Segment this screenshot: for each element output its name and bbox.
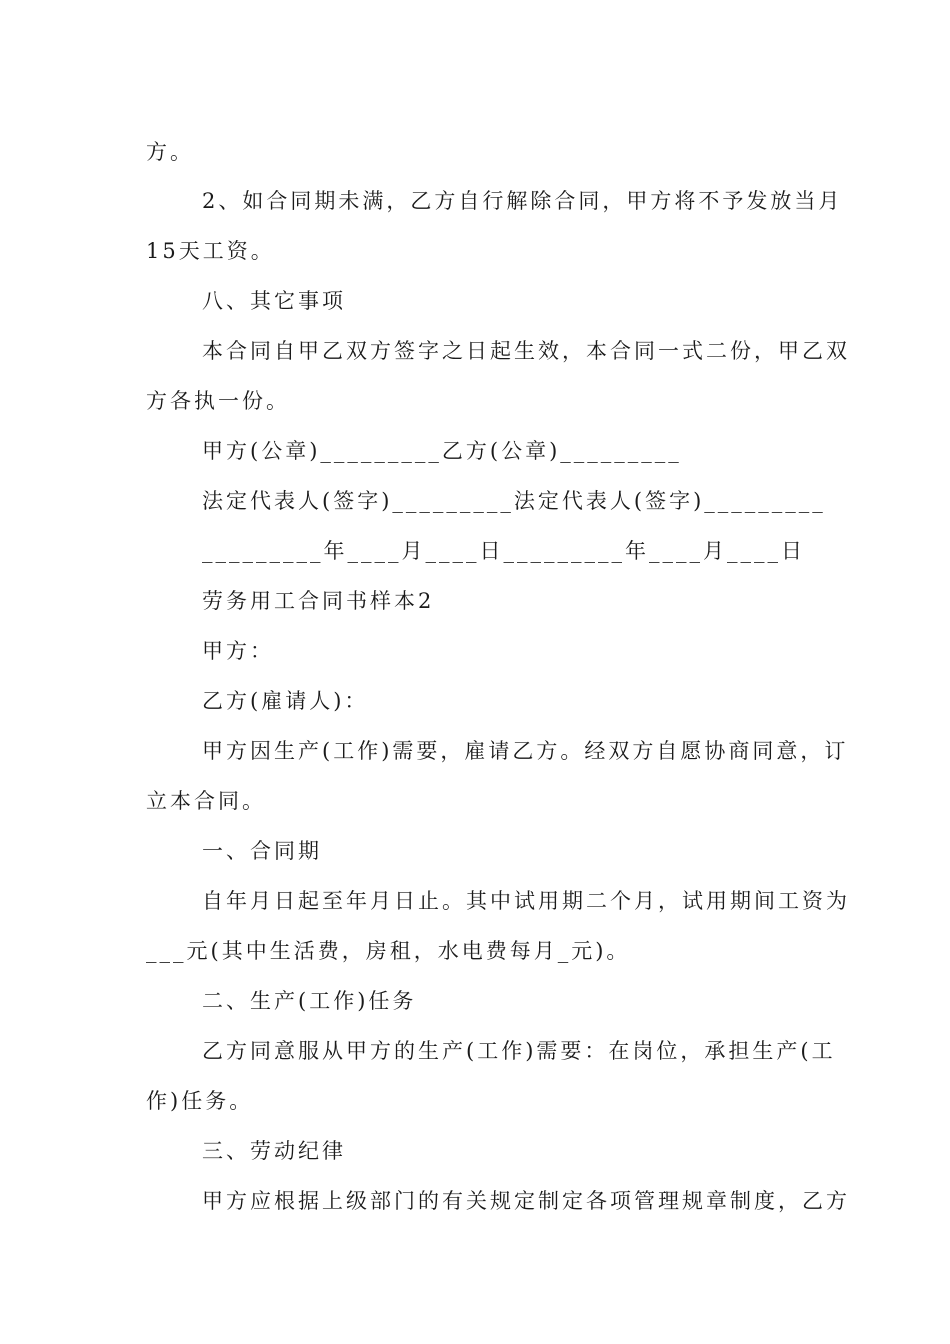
party-a-label: 甲方： (202, 639, 274, 663)
text-line: 作)任务。 (146, 1089, 254, 1113)
section-heading: 一、合同期 (202, 839, 322, 863)
section-heading: 三、劳动纪律 (202, 1139, 346, 1163)
text-line: ___元(其中生活费，房租，水电费每月_元)。 (146, 939, 631, 963)
signature-line-date: _________年____月____日_________年____月____日 (202, 539, 805, 563)
section-heading: 二、生产(工作)任务 (202, 989, 417, 1013)
text-line: 方。 (146, 140, 194, 164)
clause-paragraph: 甲方因生产(工作)需要，雇请乙方。经双方自愿协商同意，订 (202, 739, 849, 763)
text-line: 方各执一份。 (146, 389, 290, 413)
clause-paragraph: 2、如合同期未满，乙方自行解除合同，甲方将不予发放当月 (202, 189, 843, 213)
clause-paragraph: 自年月日起至年月日止。其中试用期二个月，试用期间工资为 (202, 889, 850, 913)
section-heading: 八、其它事项 (202, 289, 346, 313)
clause-paragraph: 乙方同意服从甲方的生产(工作)需要：在岗位，承担生产(工 (202, 1039, 836, 1063)
text-line: 15天工资。 (146, 239, 275, 263)
document-title: 劳务用工合同书样本2 (202, 589, 435, 613)
party-b-label: 乙方(雇请人)： (202, 689, 369, 713)
clause-paragraph: 本合同自甲乙双方签字之日起生效，本合同一式二份，甲乙双 (202, 339, 850, 363)
text-line: 立本合同。 (146, 789, 266, 813)
signature-line-representative: 法定代表人(签字)_________法定代表人(签字)_________ (202, 489, 826, 513)
signature-line-seal: 甲方(公章)_________乙方(公章)_________ (202, 439, 682, 463)
clause-paragraph: 甲方应根据上级部门的有关规定制定各项管理规章制度，乙方 (202, 1189, 850, 1213)
